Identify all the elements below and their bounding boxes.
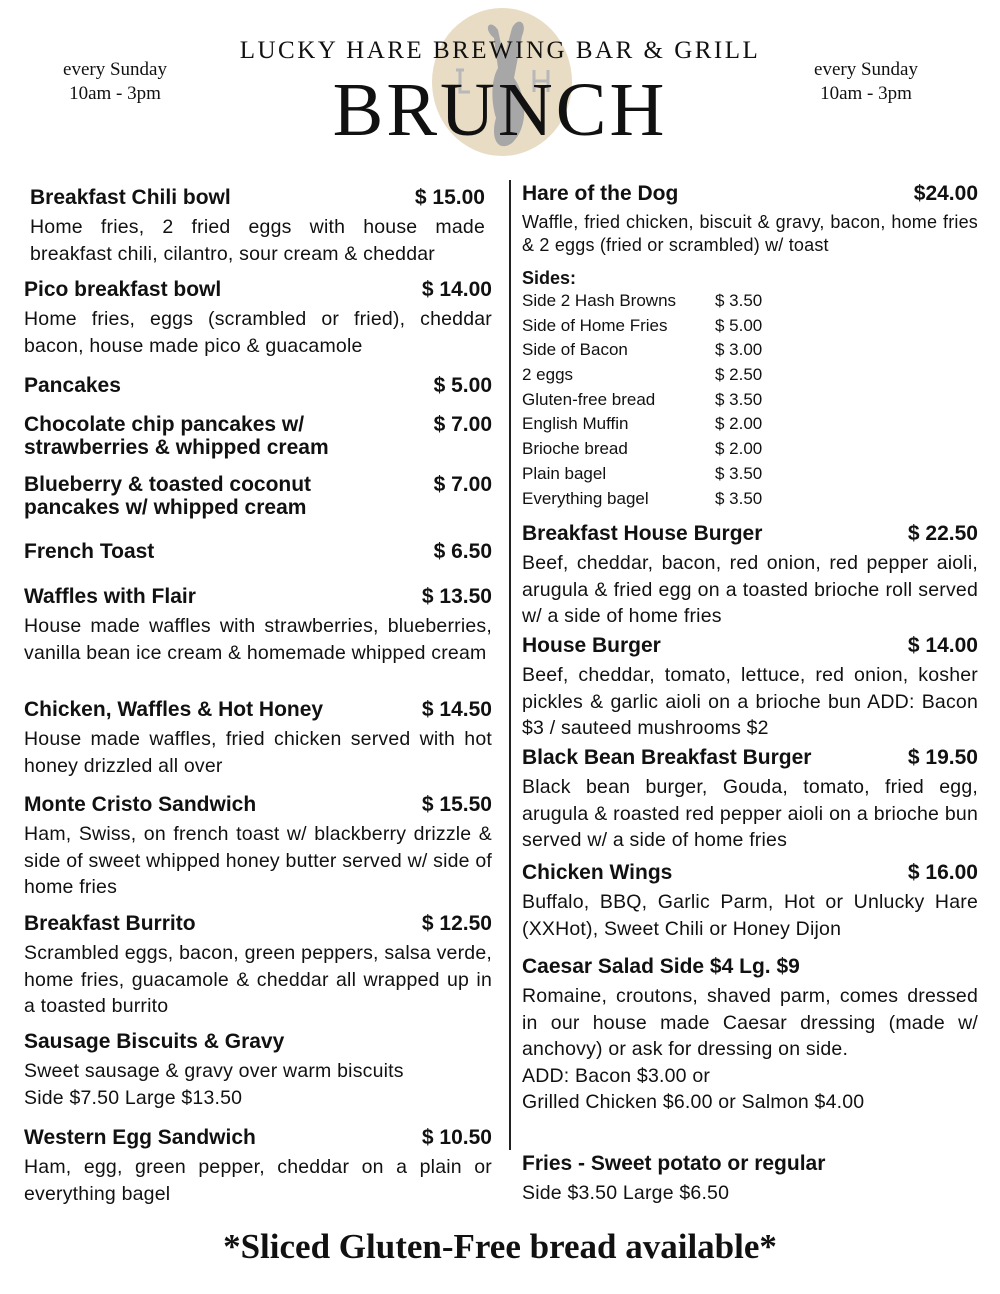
item-price: $ 7.00 — [433, 473, 492, 496]
item-description: Black bean burger, Gouda, tomato, fried egg, arugula & roasted red pepper aioli on a brioche bun served w/ a side of home fries — [522, 776, 978, 851]
item-description: Home fries, eggs (scrambled or fried), cheddar bacon, house made pico & guacamole — [24, 308, 492, 357]
item-price: $ 14.00 — [907, 634, 978, 657]
menu-item — [24, 1126, 492, 1207]
item-description: Buffalo, BBQ, Garlic Parm, Hot or Unlucky Hare (XXHot), Sweet Chili or Honey Dijon — [522, 891, 978, 940]
item-price: $ 6.50 — [433, 540, 492, 563]
item-description: Scrambled eggs, bacon, green peppers, salsa verde, home fries, guacamole & cheddar all wrapped up in a toasted burrito — [24, 942, 492, 1017]
side-name: Everything bagel — [522, 488, 649, 508]
item-description: Romaine, croutons, shaved parm, comes dressed in our house made Caesar dressing (made w/ anchovy) or ask for dressing on side. ADD: Bacon $3.00 or Grilled Chicken $6.00 or Salmon $4.00 — [522, 985, 978, 1113]
side-name: Gluten-free bread — [522, 389, 656, 409]
item-title: Fries - Sweet potato or regular — [522, 1152, 826, 1175]
item-price: $ 12.50 — [421, 912, 492, 935]
menu-item — [522, 955, 978, 1116]
item-title: Breakfast Chili bowl — [30, 186, 231, 209]
item-title: Chocolate chip pancakes w/ strawberries & whipped cream — [24, 413, 329, 459]
menu-item — [522, 861, 978, 942]
menu-item — [24, 912, 492, 1020]
item-description: Beef, cheddar, tomato, lettuce, red onion, kosher pickles & garlic aioli on a brioche bun ADD: Bacon $3 / sauteed mushrooms $2 — [522, 664, 978, 739]
item-title: Pico breakfast bowl — [24, 278, 222, 301]
item-price: $ 15.00 — [414, 186, 485, 209]
menu-item — [522, 182, 978, 257]
page-title: BRUNCH — [332, 68, 668, 152]
item-title: Hare of the Dog — [522, 182, 679, 205]
side-price: $ 2.00 — [715, 439, 763, 459]
menu-item — [24, 540, 492, 563]
item-title: Breakfast House Burger — [522, 522, 763, 545]
menu-item — [30, 186, 485, 267]
item-title: French Toast — [24, 540, 155, 563]
side-price: $ 2.00 — [715, 414, 763, 434]
item-title: Western Egg Sandwich — [24, 1126, 256, 1149]
item-title: Breakfast Burrito — [24, 912, 196, 935]
menu-item — [24, 585, 492, 666]
menu-item — [24, 793, 492, 901]
side-name: Plain bagel — [522, 463, 607, 483]
item-price: $ 15.50 — [421, 793, 492, 816]
item-price: $ 10.50 — [421, 1126, 492, 1149]
item-description: Home fries, 2 fried eggs with house made breakfast chili, cilantro, sour cream & cheddar — [30, 216, 485, 265]
menu-item — [24, 278, 492, 359]
side-price: $ 3.50 — [715, 488, 763, 508]
footer-note: *Sliced Gluten-Free bread available* — [223, 1227, 777, 1266]
hours-left: every Sunday 10am - 3pm — [63, 59, 167, 104]
side-name: Brioche bread — [522, 439, 628, 459]
side-item — [522, 363, 782, 388]
menu-item — [24, 698, 492, 779]
item-description: House made waffles with strawberries, blueberries, vanilla bean ice cream & homemade whipped cream — [24, 615, 492, 664]
menu-item — [24, 413, 492, 459]
side-price: $ 3.50 — [715, 291, 763, 310]
item-price: $ 7.00 — [433, 413, 492, 436]
item-price: $ 16.00 — [907, 861, 978, 884]
item-title: Waffles with Flair — [24, 585, 196, 608]
item-description: Sweet sausage & gravy over warm biscuits Side $7.50 Large $13.50 — [24, 1060, 404, 1109]
side-item — [522, 462, 782, 487]
item-description: Ham, Swiss, on french toast w/ blackberry drizzle & side of sweet whipped honey butter served w/ side of home fries — [24, 823, 492, 898]
menu-item — [522, 1152, 978, 1207]
item-description: House made waffles, fried chicken served with hot honey drizzled all over — [24, 728, 492, 777]
menu-item — [24, 473, 492, 519]
side-price: $ 2.50 — [715, 365, 763, 385]
side-name: Side 2 Hash Browns — [522, 291, 677, 310]
menu-item — [522, 634, 978, 742]
item-title: Pancakes — [24, 374, 121, 397]
menu-item — [24, 374, 492, 397]
side-price: $ 3.00 — [715, 340, 763, 360]
menu-item — [522, 746, 978, 854]
sides-heading: Sides: — [522, 268, 577, 288]
hours-right: every Sunday 10am - 3pm — [814, 59, 918, 104]
menu-item — [522, 522, 978, 630]
side-item — [522, 487, 782, 512]
item-title: Caesar Salad Side $4 Lg. $9 — [522, 955, 800, 978]
item-title: House Burger — [522, 634, 661, 657]
side-item — [522, 437, 782, 462]
sides-list — [522, 267, 782, 511]
side-name: 2 eggs — [522, 365, 574, 385]
item-price: $24.00 — [913, 182, 978, 205]
item-description: Ham, egg, green pepper, cheddar on a plain or everything bagel — [24, 1156, 492, 1205]
item-title: Sausage Biscuits & Gravy — [24, 1030, 285, 1053]
item-description: Waffle, fried chicken, biscuit & gravy, bacon, home fries & 2 eggs (fried or scrambled) w/ toast — [522, 212, 978, 255]
column-divider — [509, 180, 511, 1150]
item-price: $ 14.00 — [421, 278, 492, 301]
side-item — [522, 314, 782, 339]
item-title: Chicken, Waffles & Hot Honey — [24, 698, 324, 721]
side-price: $ 3.50 — [715, 389, 763, 409]
item-price: $ 22.50 — [907, 522, 978, 545]
item-title: Black Bean Breakfast Burger — [522, 746, 812, 769]
side-item — [522, 289, 782, 314]
item-description: Beef, cheddar, bacon, red onion, red pepper aioli, arugula & fried egg on a toasted brioche roll served w/ a side of home fries — [522, 552, 978, 627]
item-price: $ 14.50 — [421, 698, 492, 721]
item-title: Blueberry & toasted coconut pancakes w/ whipped cream — [24, 473, 312, 519]
side-price: $ 5.00 — [715, 315, 763, 335]
restaurant-name: LUCKY HARE BREWING BAR & GRILL — [239, 37, 761, 64]
item-title: Chicken Wings — [522, 861, 673, 884]
item-price: $ 13.50 — [421, 585, 492, 608]
side-item — [522, 338, 782, 363]
side-name: English Muffin — [522, 414, 629, 434]
item-price: $ 5.00 — [433, 374, 492, 397]
item-description: Side $3.50 Large $6.50 — [522, 1182, 730, 1204]
side-item — [522, 412, 782, 437]
side-name: Side of Bacon — [522, 340, 628, 360]
side-price: $ 3.50 — [715, 463, 763, 483]
item-title: Monte Cristo Sandwich — [24, 793, 257, 816]
side-name: Side of Home Fries — [522, 315, 668, 335]
menu-item — [24, 1030, 492, 1111]
item-price: $ 19.50 — [907, 746, 978, 769]
side-item — [522, 388, 782, 413]
